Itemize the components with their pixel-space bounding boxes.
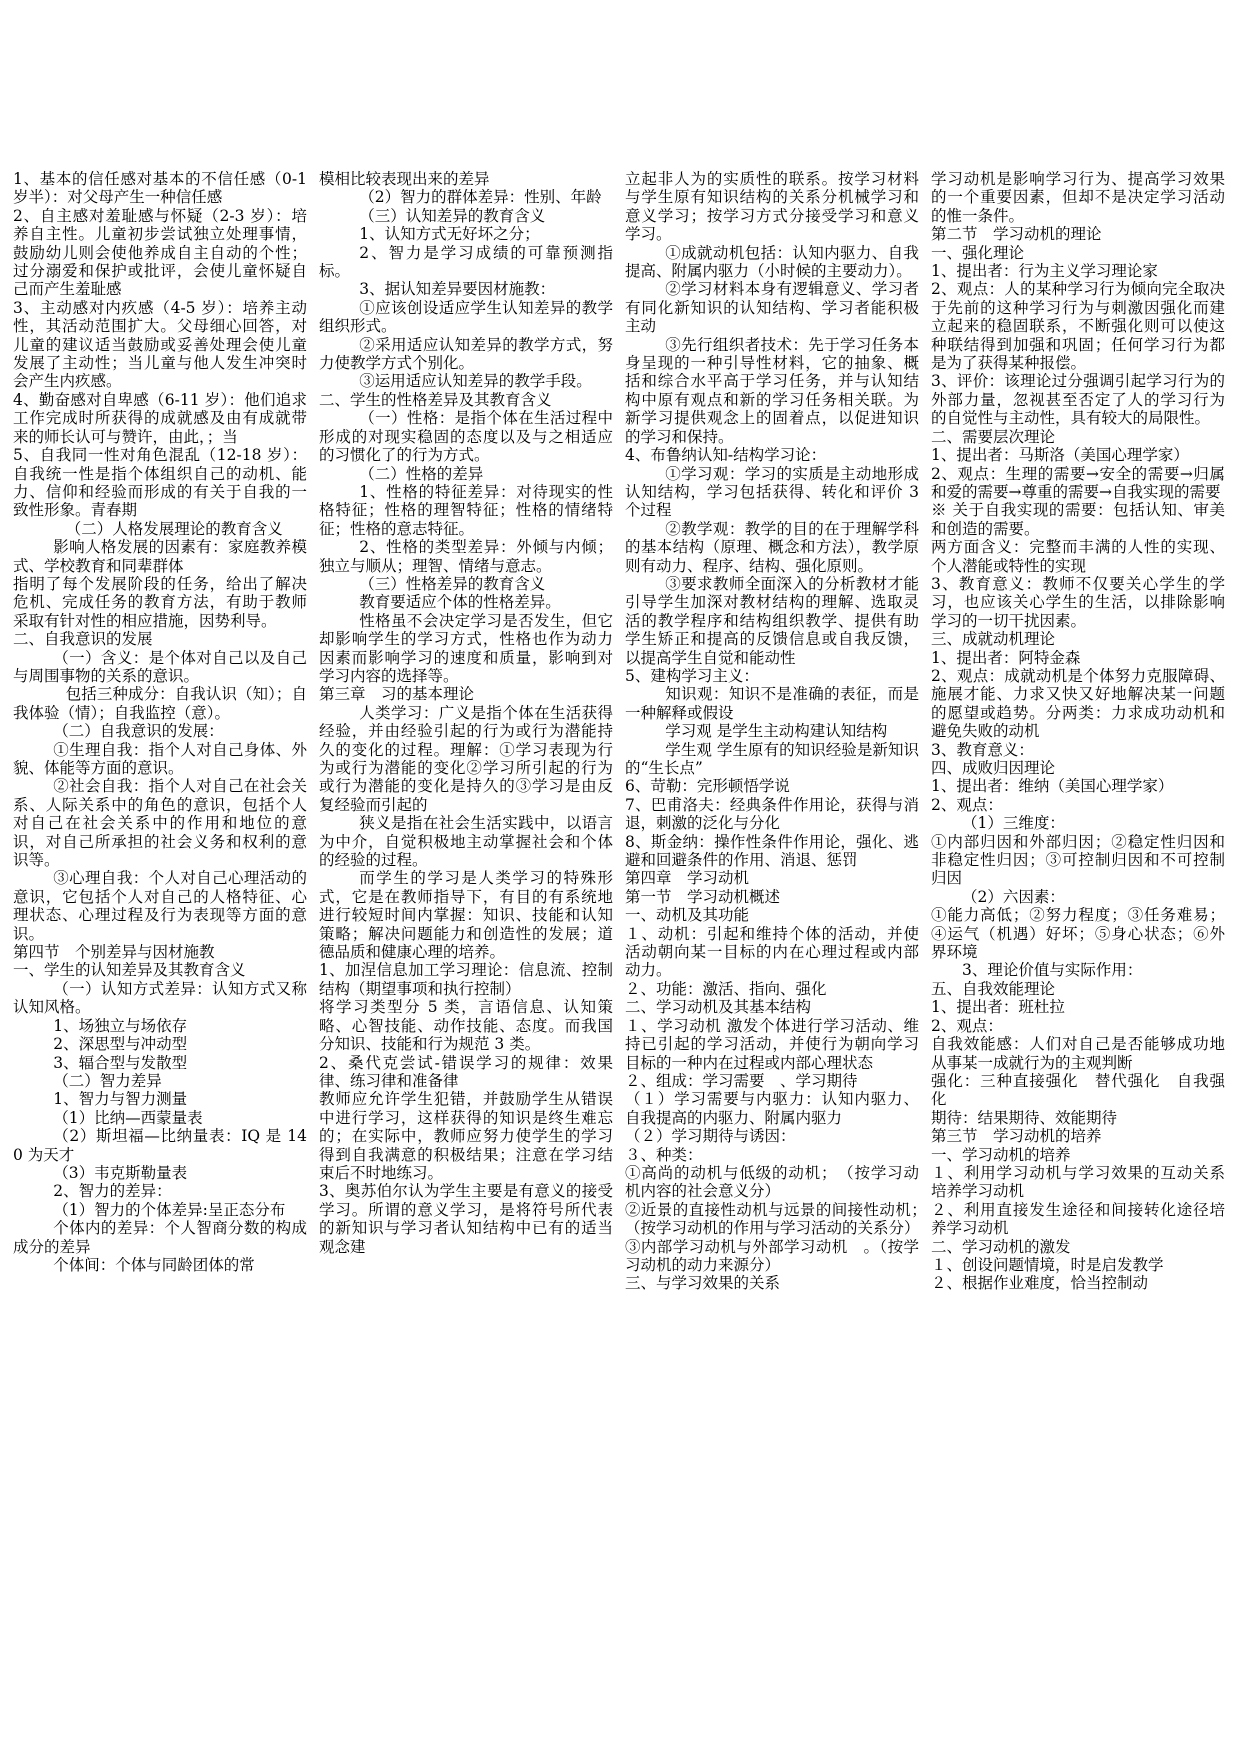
paragraph: （1）比纳—西蒙量表: [53, 1108, 203, 1127]
paragraph: ２、利用直接发生途径和间接转化途径培养学习动机: [931, 1200, 1225, 1238]
document-page: [13, 170, 1228, 1750]
paragraph: 包括三种成分：自我认识（知）；自我体验（情）；自我监控（意）。: [13, 685, 307, 722]
paragraph: 5、自我同一性对角色混乱（12-18 岁）：自我统一性是指个体组织自己的动机、能力、信仰和经验而形成的有关于自我的一致性形象。青春期: [13, 446, 307, 520]
paragraph: ②教学观：教学的目的在于理解学科的基本结构（原理、概念和方法），教学原则有动力、程序、结构、强化原则。: [625, 519, 919, 575]
paragraph: 强化：三种直接强化 替代强化 自我强化: [931, 1071, 1225, 1109]
paragraph: （二）性格的差异: [359, 464, 484, 483]
paragraph: （一）含义：是个体对自己以及自己与周围事物的关系的意识。: [13, 648, 307, 685]
paragraph: １、动机：引起和维持个体的活动，并使活动朝向某一目标的内在心理过程或内部动力。: [625, 924, 919, 980]
paragraph: 4、布鲁纳认知-结构学习论：: [625, 446, 827, 465]
paragraph: 第三章 习的基本理论: [319, 685, 475, 704]
paragraph: 第二节 学习动机的理论: [931, 225, 1102, 244]
paragraph: 3、教育意义：: [931, 740, 1034, 759]
paragraph: 2、桑代克尝试-错误学习的规律：效果律、练习律和准备律: [319, 1053, 613, 1090]
paragraph: （2）智力的群体差异：性别、年龄: [359, 188, 602, 207]
paragraph: （二）人格发展理论的教育含义: [65, 519, 283, 538]
paragraph: 2、智力的差异：: [53, 1182, 172, 1201]
paragraph: 一、动机及其功能: [625, 906, 750, 925]
paragraph: 二、学习动机的激发: [931, 1237, 1071, 1256]
paragraph: 2、观点：人的某种学习行为倾向完全取决于先前的这种学习行为与刺激因强化而建立起来的稳固联系，不断强化则可以使这种联结得到加强和巩固；任何学习行为都是为了获得某种报偿。: [931, 280, 1225, 373]
paragraph: 教师应允许学生犯错，并鼓励学生从错误中进行学习，这样获得的知识是终生难忘的；在实际中，教师应努力使学生的学习得到自我满意的积极结果；注意在学习结束后不时地练习。: [319, 1090, 613, 1182]
paragraph: ①生理自我：指个人对自己身体、外貌、体能等方面的意识。: [13, 740, 307, 777]
paragraph: 一、学生的认知差异及其教育含义: [13, 961, 246, 980]
paragraph: 学习观 是学生主动构建认知结构: [665, 722, 888, 741]
paragraph: 3、主动感对内疚感（4-5 岁）：培养主动性，其活动范围扩大。父母细心回答，对儿童的建议适当鼓励或妥善处理会使儿童发展了主动性；当儿童与他人发生冲突时会产生内疚感。: [13, 298, 307, 391]
paragraph: 2、观点：: [931, 1016, 1003, 1035]
text-column-2: [319, 170, 613, 1750]
paragraph: ２、功能：激活、指向、强化: [625, 979, 827, 998]
paragraph: 3、据认知差异要因材施教：: [359, 280, 556, 299]
paragraph: 学习动机是影响学习行为、提高学习效果的一个重要因素，但却不是决定学习活动的惟一条件。: [931, 170, 1225, 225]
paragraph: （一）认知方式差异：认知方式又称认知风格。: [13, 979, 307, 1017]
paragraph: 2、智力是学习成绩的可靠预测指标。: [319, 243, 613, 281]
paragraph: 知识观：知识不是准确的表征，而是一种解释或假设: [625, 685, 919, 722]
paragraph: １、创设问题情境，时是启发教学: [931, 1255, 1164, 1274]
paragraph: 2、观点：成就动机是个体努力克服障碍、施展才能、力求又快又好地解决某一问题的愿望或趋势。分两类：力求成功动机和避免失败的动机: [931, 666, 1225, 741]
paragraph: 教育要适应个体的性格差异。: [359, 593, 561, 612]
paragraph: 3、辐合型与发散型: [53, 1053, 188, 1072]
paragraph: （1）智力的个体差异:呈正态分布: [53, 1200, 286, 1219]
paragraph: ２、根据作业难度，恰当控制动: [931, 1274, 1149, 1293]
paragraph: 影响人格发展的因素有：家庭教养模式、学校教育和同辈群体: [13, 538, 307, 575]
paragraph: 自我效能感：人们对自己是否能够成功地从事某一成就行为的主观判断: [931, 1035, 1225, 1072]
paragraph: （１）学习需要与内驱力：认知内驱力、自我提高的内驱力、附属内驱力: [625, 1090, 919, 1127]
paragraph: 狭义是指在社会生活实践中，以语言为中介，自觉积极地主动掌握社会和个体的经验的过程。: [319, 814, 613, 870]
paragraph: ②采用适应认知差异的教学方式，努力使教学方式个别化。: [319, 335, 613, 373]
paragraph: 2、观点：: [931, 795, 1003, 814]
paragraph: 二、学习动机及其基本结构: [625, 998, 812, 1017]
paragraph: 3、理论价值与实际作用：: [962, 961, 1143, 980]
paragraph: 二、学生的性格差异及其教育含义: [319, 390, 552, 409]
paragraph: ①成就动机包括：认知内驱力、自我提高、附属内驱力（小时候的主要动力）。: [625, 243, 919, 281]
paragraph: 性格虽不会决定学习是否发生，但它却影响学生的学习方式，性格也作为动力因素而影响学习的速度和质量，影响到对学习内容的选择等。: [319, 611, 613, 685]
paragraph: （二）智力差异: [53, 1071, 162, 1090]
paragraph: 1、提出者：阿特金森: [931, 648, 1081, 667]
paragraph: 将学习类型分 5 类，言语信息、认知策略、心智技能、动作技能、态度。而我国分知识、技能和行为规范 3 类。: [319, 998, 613, 1054]
paragraph: 1、性格的特征差异：对待现实的性格特征；性格的理智特征；性格的情绪特征；性格的意志特征。: [319, 482, 613, 538]
paragraph: 1、提出者：维纳（美国心理学家）: [931, 777, 1174, 796]
paragraph: 三、成就动机理论: [931, 630, 1056, 649]
paragraph: 一、学习动机的培养: [931, 1145, 1071, 1164]
paragraph: ②社会自我：指个人对自己在社会关系、人际关系中的角色的意识，包括个人对自己在社会关系中的作用和地位的意识，对自己所承担的社会义务和权利的意识等。: [13, 777, 307, 870]
paragraph: 2、深思型与冲动型: [53, 1035, 188, 1054]
paragraph: ①应该创设适应学生认知差异的教学组织形式。: [319, 298, 613, 336]
paragraph: 二、自我意识的发展: [13, 630, 153, 649]
paragraph: ③内部学习动机与外部学习动机 。（按学习动机的动力来源分）: [625, 1237, 919, 1274]
paragraph: （1）三维度：: [962, 814, 1065, 833]
paragraph: （2）六因素：: [962, 887, 1065, 906]
paragraph: （二）自我意识的发展：: [53, 722, 224, 741]
text-column-3: [625, 170, 935, 1750]
paragraph: 立起非人为的实质性的联系。按学习材料与学生原有知识结构的关系分机械学习和意义学习；按学习方式分接受学习和意义学习。: [625, 170, 919, 244]
paragraph: ２、组成：学习需要 、学习期待: [625, 1071, 858, 1090]
paragraph: ①高尚的动机与低级的动机； （按学习动机内容的社会意义分）: [625, 1163, 919, 1201]
paragraph: 5、建构学习主义：: [625, 666, 759, 685]
paragraph: 1、智力与智力测量: [53, 1090, 188, 1109]
paragraph: 1、提出者：班杜拉: [931, 998, 1065, 1017]
paragraph: 8、斯金纳：操作性条件作用论，强化、逃避和回避条件的作用、消退、惩罚: [625, 832, 919, 870]
paragraph: 人类学习：广义是指个体在生活获得经验，并由经验引起的行为或行为潜能持久的变化的过程。理解：①学习表现为行为或行为潜能的变化②学习所引起的行为或行为潜能的变化是持久的③学习是由反复经验而引起的: [319, 703, 613, 814]
paragraph: 2、自主感对羞耻感与怀疑（2-3 岁）：培养自主性。儿童初步尝试独立处理事情，鼓励幼儿则会使他养成自主自动的个性；过分溺爱和保护或批评，会使儿童怀疑自己而产生羞耻感: [13, 206, 307, 299]
paragraph: ※ 关于自我实现的需要：包括认知、审美和创造的需要。: [931, 501, 1225, 538]
text-column-4: [931, 170, 1225, 1750]
paragraph: ③运用适应认知差异的教学手段。: [359, 372, 592, 391]
paragraph: 五、自我效能理论: [931, 979, 1056, 998]
paragraph: 三、与学习效果的关系: [625, 1274, 781, 1293]
paragraph: 1、场独立与场依存: [53, 1016, 188, 1035]
text-column-1: [13, 170, 307, 1750]
paragraph: 四、成败归因理论: [931, 759, 1056, 777]
paragraph: 1、基本的信任感对基本的不信任感（0-1 岁半）：对父母产生一种信任感: [13, 170, 307, 207]
paragraph: 1、加涅信息加工学习理论：信息流、控制结构（期望事项和执行控制）: [319, 961, 613, 998]
paragraph: 两方面含义：完整而丰满的人性的实现、个人潜能或特性的实现: [931, 538, 1225, 575]
paragraph: 指明了每个发展阶段的任务，给出了解决危机、完成任务的教育方法，有助于教师采取有针对性的相应措施，因势利导。: [13, 574, 307, 630]
paragraph: 二、需要层次理论: [931, 427, 1056, 446]
paragraph: 3、奥苏伯尔认为学生主要是有意义的接受学习。所谓的意义学习，是将符号所代表的新知识与学习者认知结构中已有的适当观念建: [319, 1182, 613, 1256]
paragraph: 1、提出者：马斯洛（美国心理学家）: [931, 446, 1189, 465]
paragraph: ③心理自我：个人对自己心理活动的意识，它包括个人对自己的人格特征、心理状态、心理过程及行为表现等方面的意识。: [13, 869, 307, 943]
paragraph: （三）认知差异的教育含义: [359, 206, 546, 225]
paragraph: 3、教育意义：教师不仅要关心学生的学习，也应该关心学生的生活，以排除影响学习的一切干扰因素。: [931, 574, 1225, 630]
paragraph: 1、认知方式无好坏之分；: [359, 225, 540, 244]
paragraph: 第三节 学习动机的培养: [931, 1127, 1102, 1146]
paragraph: 学生观 学生原有的知识经验是新知识的“生长点”: [625, 740, 919, 777]
paragraph: １、利用学习动机与学习效果的互动关系培养学习动机: [931, 1163, 1225, 1201]
paragraph: 第四章 学习动机: [625, 869, 750, 888]
paragraph: ３、种类：: [625, 1145, 703, 1164]
paragraph: 第一节 学习动机概述: [625, 887, 781, 906]
paragraph: （三）性格差异的教育含义: [359, 574, 546, 593]
paragraph: ③要求教师全面深入的分析教材才能引导学生加深对教材结构的理解、选取灵活的教学程序和结构组织教学、提供有助学生矫正和提高的反馈信息或自我反馈，以提高学生自觉和能动性: [625, 574, 919, 667]
paragraph: 4、勤奋感对自卑感（6-11 岁）：他们追求工作完成时所获得的成就感及由有成就带来的师长认可与赞许，由此，；当: [13, 390, 307, 446]
paragraph: ③先行组织者技术：先于学习任务本身呈现的一种引导性材料，它的抽象、概括和综合水平高于学习任务，并与认知结构中原有观点和新的学习任务相关联。为新学习提供观念上的固着点，以促进知识的学习和保持。: [625, 335, 919, 446]
paragraph: 个体内的差异：个人智商分数的构成成分的差异: [13, 1219, 307, 1256]
paragraph: 2、性格的类型差异：外倾与内倾；独立与顺从；理智、情绪与意志。: [319, 538, 613, 575]
paragraph: （一）性格：是指个体在生活过程中形成的对现实稳固的态度以及与之相适应的习惯化了的行为方式。: [319, 409, 613, 465]
paragraph: （２）学习期待与诱因：: [625, 1127, 796, 1146]
paragraph: ①学习观：学习的实质是主动地形成认知结构，学习包括获得、转化和评价 3 个过程: [625, 464, 919, 520]
paragraph: 6、苛勒：完形顿悟学说: [625, 777, 790, 796]
paragraph: （2）斯坦福—比纳量表：IQ 是 140 为天才: [13, 1127, 307, 1164]
paragraph: ②学习材料本身有逻辑意义、学习者有同化新知识的认知结构、学习者能积极主动: [625, 280, 919, 336]
paragraph: 模相比较表现出来的差异: [319, 170, 490, 188]
paragraph: ①能力高低；②努力程度；③任务难易；④运气（机遇）好坏；⑤身心状态；⑥外界环境: [931, 906, 1225, 962]
paragraph: １、学习动机 激发个体进行学习活动、维持已引起的学习活动，并使行为朝向学习目标的一种内在过程或内部心理状态: [625, 1016, 919, 1072]
paragraph: 一、强化理论: [931, 243, 1025, 262]
paragraph: 第四节 个别差异与因材施教: [13, 943, 215, 962]
paragraph: 3、评价：该理论过分强调引起学习行为的外部力量，忽视甚至否定了人的学习行为的自觉性与主动性，具有较大的局限性。: [931, 372, 1225, 428]
paragraph: ②近景的直接性动机与远景的间接性动机； （按学习动机的作用与学习活动的关系分）: [625, 1200, 935, 1238]
paragraph: 个体间：个体与同龄团体的常: [53, 1255, 255, 1274]
paragraph: 2、观点：生理的需要→安全的需要→归属和爱的需要→尊重的需要→自我实现的需要: [931, 464, 1225, 501]
paragraph: ①内部归因和外部归因；②稳定性归因和非稳定性归因；③可控制归因和不可控制归因: [931, 832, 1225, 888]
paragraph: 7、巴甫洛夫：经典条件作用论，获得与消退，刺激的泛化与分化: [625, 795, 919, 833]
paragraph: 而学生的学习是人类学习的特殊形式，它是在教师指导下，有目的有系统地进行较短时间内掌握：知识、技能和认知策略；解决问题能力和创造性的发展；道德品质和健康心理的培养。: [319, 869, 613, 962]
paragraph: 1、提出者：行为主义学习理论家: [931, 262, 1158, 281]
paragraph: （3）韦克斯勒量表: [53, 1163, 188, 1182]
paragraph: 期待：结果期待、效能期待: [931, 1108, 1118, 1127]
